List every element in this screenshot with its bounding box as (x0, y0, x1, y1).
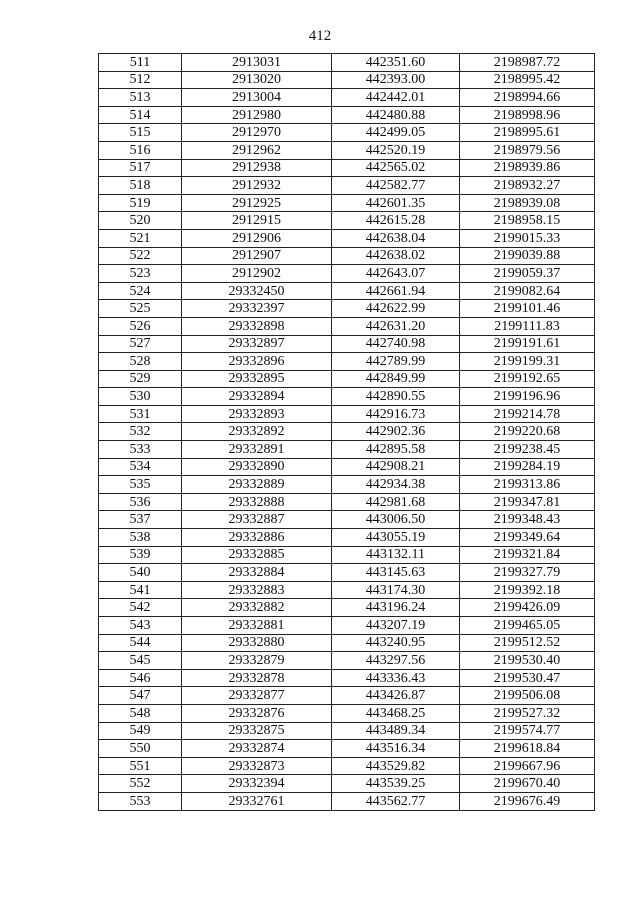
y-coordinate-cell: 2198958.15 (460, 212, 595, 230)
coordinate-table-body (99, 54, 595, 811)
point-number-cell: 533 (99, 441, 182, 459)
point-id-cell: 29332761 (182, 792, 332, 810)
point-number-cell: 551 (99, 757, 182, 775)
x-coordinate-cell: 443297.56 (332, 652, 460, 670)
point-number-cell: 546 (99, 669, 182, 687)
point-id-cell: 29332892 (182, 423, 332, 441)
table-row (99, 141, 595, 159)
table-row (99, 229, 595, 247)
x-coordinate-cell: 443539.25 (332, 775, 460, 793)
table-row (99, 617, 595, 635)
table-row (99, 423, 595, 441)
x-coordinate-cell: 443145.63 (332, 564, 460, 582)
point-id-cell: 29332897 (182, 335, 332, 353)
table-row (99, 54, 595, 72)
point-number-cell: 548 (99, 704, 182, 722)
y-coordinate-cell: 2199527.32 (460, 704, 595, 722)
table-row (99, 652, 595, 670)
point-id-cell: 29332873 (182, 757, 332, 775)
y-coordinate-cell: 2198995.61 (460, 124, 595, 142)
x-coordinate-cell: 442789.99 (332, 353, 460, 371)
x-coordinate-cell: 442520.19 (332, 141, 460, 159)
point-id-cell: 29332890 (182, 458, 332, 476)
x-coordinate-cell: 442934.38 (332, 476, 460, 494)
point-id-cell: 2912970 (182, 124, 332, 142)
point-id-cell: 29332881 (182, 617, 332, 635)
table-row (99, 370, 595, 388)
table-row (99, 89, 595, 107)
point-id-cell: 29332450 (182, 282, 332, 300)
point-id-cell: 2913004 (182, 89, 332, 107)
x-coordinate-cell: 442638.04 (332, 229, 460, 247)
x-coordinate-cell: 442615.28 (332, 212, 460, 230)
x-coordinate-cell: 443006.50 (332, 511, 460, 529)
point-id-cell: 29332894 (182, 388, 332, 406)
table-row (99, 476, 595, 494)
table-row (99, 634, 595, 652)
x-coordinate-cell: 442480.88 (332, 106, 460, 124)
table-row (99, 493, 595, 511)
point-number-cell: 514 (99, 106, 182, 124)
y-coordinate-cell: 2199530.40 (460, 652, 595, 670)
point-number-cell: 518 (99, 177, 182, 195)
y-coordinate-cell: 2199059.37 (460, 265, 595, 283)
table-row (99, 564, 595, 582)
point-id-cell: 29332889 (182, 476, 332, 494)
x-coordinate-cell: 443240.95 (332, 634, 460, 652)
table-row (99, 441, 595, 459)
y-coordinate-cell: 2199670.40 (460, 775, 595, 793)
point-id-cell: 29332893 (182, 405, 332, 423)
y-coordinate-cell: 2199321.84 (460, 546, 595, 564)
point-id-cell: 29332885 (182, 546, 332, 564)
x-coordinate-cell: 442643.07 (332, 265, 460, 283)
table-row (99, 546, 595, 564)
coordinate-table (98, 53, 595, 811)
point-id-cell: 2912925 (182, 194, 332, 212)
point-number-cell: 522 (99, 247, 182, 265)
x-coordinate-cell: 443196.24 (332, 599, 460, 617)
table-row (99, 722, 595, 740)
x-coordinate-cell: 442902.36 (332, 423, 460, 441)
y-coordinate-cell: 2199214.78 (460, 405, 595, 423)
x-coordinate-cell: 442916.73 (332, 405, 460, 423)
x-coordinate-cell: 442631.20 (332, 317, 460, 335)
y-coordinate-cell: 2199111.83 (460, 317, 595, 335)
y-coordinate-cell: 2198998.96 (460, 106, 595, 124)
y-coordinate-cell: 2199327.79 (460, 564, 595, 582)
point-id-cell: 29332874 (182, 740, 332, 758)
y-coordinate-cell: 2199349.64 (460, 529, 595, 547)
y-coordinate-cell: 2199618.84 (460, 740, 595, 758)
point-number-cell: 511 (99, 54, 182, 72)
table-row (99, 529, 595, 547)
point-id-cell: 2912962 (182, 141, 332, 159)
y-coordinate-cell: 2199220.68 (460, 423, 595, 441)
table-row (99, 669, 595, 687)
x-coordinate-cell: 442442.01 (332, 89, 460, 107)
y-coordinate-cell: 2199196.96 (460, 388, 595, 406)
x-coordinate-cell: 442895.58 (332, 441, 460, 459)
x-coordinate-cell: 443426.87 (332, 687, 460, 705)
x-coordinate-cell: 442890.55 (332, 388, 460, 406)
point-number-cell: 528 (99, 353, 182, 371)
point-id-cell: 29332879 (182, 652, 332, 670)
point-id-cell: 29332886 (182, 529, 332, 547)
point-number-cell: 532 (99, 423, 182, 441)
table-row (99, 792, 595, 810)
table-row (99, 71, 595, 89)
x-coordinate-cell: 442849.99 (332, 370, 460, 388)
point-id-cell: 2912902 (182, 265, 332, 283)
x-coordinate-cell: 442393.00 (332, 71, 460, 89)
x-coordinate-cell: 443562.77 (332, 792, 460, 810)
point-id-cell: 2912980 (182, 106, 332, 124)
point-id-cell: 29332875 (182, 722, 332, 740)
x-coordinate-cell: 442638.02 (332, 247, 460, 265)
table-row (99, 775, 595, 793)
y-coordinate-cell: 2198994.66 (460, 89, 595, 107)
point-number-cell: 512 (99, 71, 182, 89)
table-row (99, 581, 595, 599)
point-id-cell: 2913020 (182, 71, 332, 89)
x-coordinate-cell: 443516.34 (332, 740, 460, 758)
table-row (99, 704, 595, 722)
x-coordinate-cell: 442601.35 (332, 194, 460, 212)
y-coordinate-cell: 2198932.27 (460, 177, 595, 195)
x-coordinate-cell: 443174.30 (332, 581, 460, 599)
table-row (99, 124, 595, 142)
point-number-cell: 529 (99, 370, 182, 388)
y-coordinate-cell: 2199347.81 (460, 493, 595, 511)
point-number-cell: 538 (99, 529, 182, 547)
y-coordinate-cell: 2199284.19 (460, 458, 595, 476)
point-number-cell: 537 (99, 511, 182, 529)
point-id-cell: 29332394 (182, 775, 332, 793)
table-row (99, 194, 595, 212)
y-coordinate-cell: 2199015.33 (460, 229, 595, 247)
x-coordinate-cell: 443207.19 (332, 617, 460, 635)
point-id-cell: 29332883 (182, 581, 332, 599)
y-coordinate-cell: 2198995.42 (460, 71, 595, 89)
y-coordinate-cell: 2199101.46 (460, 300, 595, 318)
point-number-cell: 541 (99, 581, 182, 599)
point-id-cell: 2912932 (182, 177, 332, 195)
y-coordinate-cell: 2199426.09 (460, 599, 595, 617)
table-row (99, 335, 595, 353)
point-number-cell: 535 (99, 476, 182, 494)
point-id-cell: 29332876 (182, 704, 332, 722)
point-number-cell: 553 (99, 792, 182, 810)
table-row (99, 511, 595, 529)
point-id-cell: 2913031 (182, 54, 332, 72)
point-number-cell: 543 (99, 617, 182, 635)
point-number-cell: 525 (99, 300, 182, 318)
point-number-cell: 530 (99, 388, 182, 406)
point-number-cell: 517 (99, 159, 182, 177)
point-number-cell: 519 (99, 194, 182, 212)
table-row (99, 300, 595, 318)
point-number-cell: 550 (99, 740, 182, 758)
point-number-cell: 542 (99, 599, 182, 617)
y-coordinate-cell: 2199392.18 (460, 581, 595, 599)
point-id-cell: 29332891 (182, 441, 332, 459)
point-number-cell: 540 (99, 564, 182, 582)
x-coordinate-cell: 442661.94 (332, 282, 460, 300)
table-row (99, 599, 595, 617)
y-coordinate-cell: 2199465.05 (460, 617, 595, 635)
x-coordinate-cell: 443468.25 (332, 704, 460, 722)
table-row (99, 353, 595, 371)
y-coordinate-cell: 2199530.47 (460, 669, 595, 687)
x-coordinate-cell: 443132.11 (332, 546, 460, 564)
y-coordinate-cell: 2199192.65 (460, 370, 595, 388)
point-number-cell: 523 (99, 265, 182, 283)
point-id-cell: 29332882 (182, 599, 332, 617)
y-coordinate-cell: 2199676.49 (460, 792, 595, 810)
point-number-cell: 539 (99, 546, 182, 564)
point-number-cell: 536 (99, 493, 182, 511)
point-id-cell: 29332878 (182, 669, 332, 687)
x-coordinate-cell: 443055.19 (332, 529, 460, 547)
table-row (99, 265, 595, 283)
table-row (99, 687, 595, 705)
y-coordinate-cell: 2199313.86 (460, 476, 595, 494)
point-number-cell: 531 (99, 405, 182, 423)
y-coordinate-cell: 2199039.88 (460, 247, 595, 265)
point-number-cell: 515 (99, 124, 182, 142)
point-number-cell: 544 (99, 634, 182, 652)
y-coordinate-cell: 2199199.31 (460, 353, 595, 371)
point-id-cell: 2912907 (182, 247, 332, 265)
table-row (99, 388, 595, 406)
point-number-cell: 524 (99, 282, 182, 300)
table-row (99, 458, 595, 476)
point-number-cell: 547 (99, 687, 182, 705)
y-coordinate-cell: 2199512.52 (460, 634, 595, 652)
y-coordinate-cell: 2199667.96 (460, 757, 595, 775)
x-coordinate-cell: 442499.05 (332, 124, 460, 142)
x-coordinate-cell: 442351.60 (332, 54, 460, 72)
point-id-cell: 29332880 (182, 634, 332, 652)
point-number-cell: 521 (99, 229, 182, 247)
point-number-cell: 545 (99, 652, 182, 670)
table-row (99, 247, 595, 265)
table-row (99, 757, 595, 775)
point-id-cell: 2912938 (182, 159, 332, 177)
x-coordinate-cell: 442908.21 (332, 458, 460, 476)
y-coordinate-cell: 2199506.08 (460, 687, 595, 705)
point-id-cell: 2912906 (182, 229, 332, 247)
y-coordinate-cell: 2199238.45 (460, 441, 595, 459)
x-coordinate-cell: 443489.34 (332, 722, 460, 740)
point-number-cell: 534 (99, 458, 182, 476)
table-row (99, 282, 595, 300)
table-row (99, 212, 595, 230)
table-row (99, 740, 595, 758)
point-id-cell: 29332884 (182, 564, 332, 582)
x-coordinate-cell: 442981.68 (332, 493, 460, 511)
point-number-cell: 552 (99, 775, 182, 793)
table-row (99, 159, 595, 177)
y-coordinate-cell: 2198987.72 (460, 54, 595, 72)
x-coordinate-cell: 442740.98 (332, 335, 460, 353)
point-number-cell: 527 (99, 335, 182, 353)
y-coordinate-cell: 2199082.64 (460, 282, 595, 300)
page-number: 412 (308, 28, 332, 44)
point-number-cell: 513 (99, 89, 182, 107)
point-id-cell: 29332887 (182, 511, 332, 529)
point-id-cell: 29332898 (182, 317, 332, 335)
table-row (99, 405, 595, 423)
point-id-cell: 29332895 (182, 370, 332, 388)
point-number-cell: 549 (99, 722, 182, 740)
x-coordinate-cell: 442582.77 (332, 177, 460, 195)
point-id-cell: 29332397 (182, 300, 332, 318)
y-coordinate-cell: 2199574.77 (460, 722, 595, 740)
y-coordinate-cell: 2199191.61 (460, 335, 595, 353)
point-number-cell: 520 (99, 212, 182, 230)
x-coordinate-cell: 442565.02 (332, 159, 460, 177)
y-coordinate-cell: 2198939.86 (460, 159, 595, 177)
point-number-cell: 516 (99, 141, 182, 159)
point-id-cell: 2912915 (182, 212, 332, 230)
point-number-cell: 526 (99, 317, 182, 335)
point-id-cell: 29332888 (182, 493, 332, 511)
x-coordinate-cell: 443529.82 (332, 757, 460, 775)
point-id-cell: 29332877 (182, 687, 332, 705)
y-coordinate-cell: 2198939.08 (460, 194, 595, 212)
point-id-cell: 29332896 (182, 353, 332, 371)
table-row (99, 317, 595, 335)
y-coordinate-cell: 2199348.43 (460, 511, 595, 529)
table-row (99, 106, 595, 124)
x-coordinate-cell: 443336.43 (332, 669, 460, 687)
x-coordinate-cell: 442622.99 (332, 300, 460, 318)
y-coordinate-cell: 2198979.56 (460, 141, 595, 159)
table-row (99, 177, 595, 195)
